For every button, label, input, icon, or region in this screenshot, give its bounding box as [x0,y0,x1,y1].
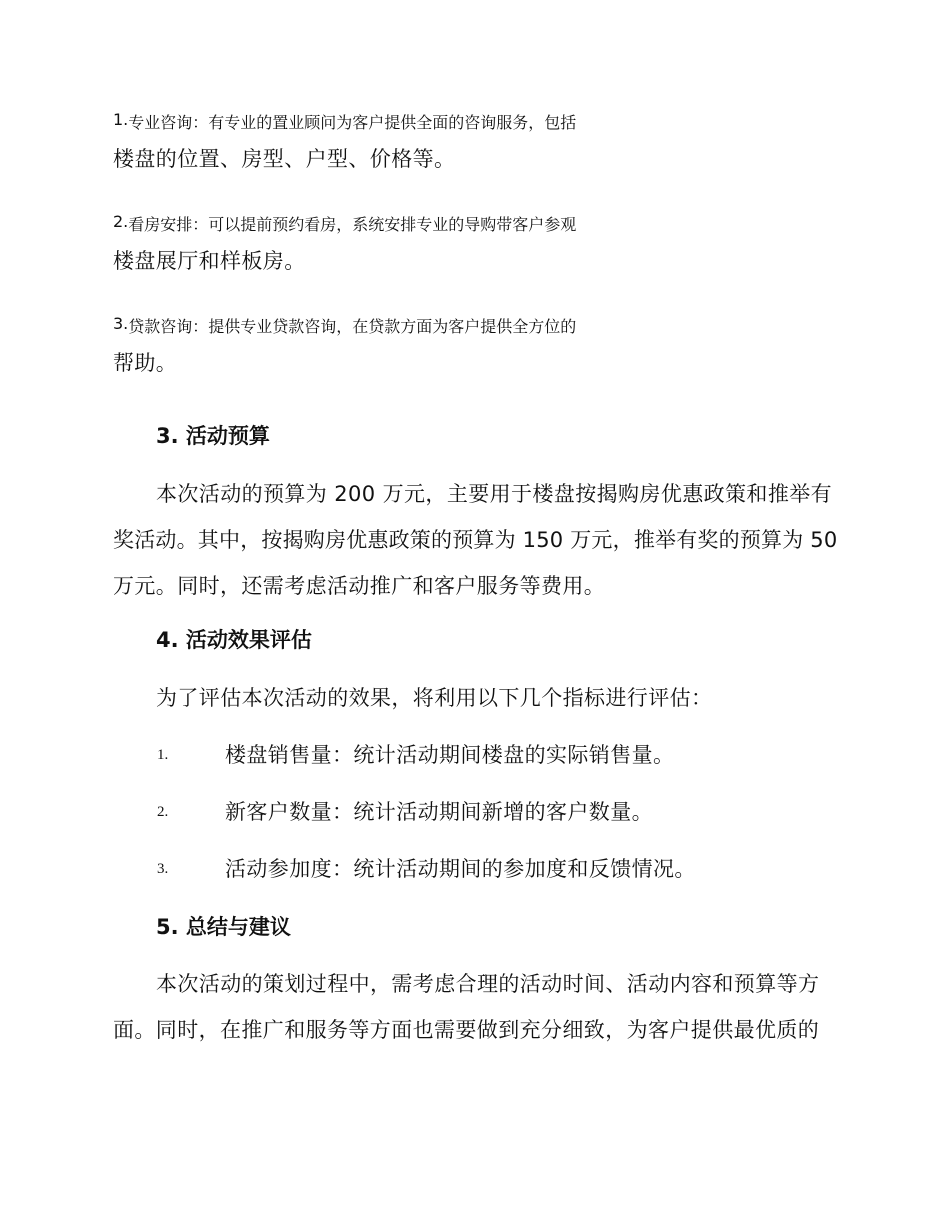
list-number: 1. [157,747,169,763]
paragraph [113,964,840,1050]
paragraph-line: 本次活动的预算为 200 万元，主要用于楼盘按揭购房优惠政策和推举有 [156,482,833,506]
list-item [113,792,840,832]
paragraph-line: 万元。同时，还需考虑活动推广和客户服务等费用。 [113,574,606,598]
section-heading: 5. 总结与建议 [156,915,291,939]
list-number: 3. [113,314,129,333]
list-number: 2. [157,804,169,820]
list-text: 专业咨询：有专业的置业顾问为客户提供全面的咨询服务，包括 [128,113,577,132]
list-text: 看房安排：可以提前预约看房，系统安排专业的导购带客户参观 [128,215,577,234]
paragraph [113,474,840,606]
list-text-continuation: 楼盘展厅和样板房。 [113,249,306,273]
list-text: 贷款咨询：提供专业贷款咨询，在贷款方面为客户提供全方位的 [128,317,577,336]
paragraph: 为了评估本次活动的效果，将利用以下几个指标进行评估： [156,686,713,710]
list-item [113,212,840,281]
list-item [113,735,840,775]
section-heading: 3. 活动预算 [156,424,270,448]
paragraph-line: 奖活动。其中，按揭购房优惠政策的预算为 150 万元，推举有奖的预算为 50 [113,528,838,552]
list-text-continuation: 帮助。 [113,351,178,375]
list-item [113,314,840,383]
list-item [113,849,840,889]
paragraph-line: 本次活动的策划过程中，需考虑合理的活动时间、活动内容和预算等方 [156,972,820,996]
list-number: 3. [157,861,169,877]
list-text: 楼盘销售量：统计活动期间楼盘的实际销售量。 [225,743,675,767]
paragraph-line: 面。同时，在推广和服务等方面也需要做到充分细致，为客户提供最优质的 [113,1018,820,1042]
list-number: 2. [113,212,129,231]
section-heading: 4. 活动效果评估 [156,628,312,652]
list-text: 活动参加度：统计活动期间的参加度和反馈情况。 [225,857,696,881]
list-number: 1. [113,110,129,129]
list-text-continuation: 楼盘的位置、房型、户型、价格等。 [113,147,456,171]
list-text: 新客户数量：统计活动期间新增的客户数量。 [225,800,653,824]
list-item [113,110,840,179]
